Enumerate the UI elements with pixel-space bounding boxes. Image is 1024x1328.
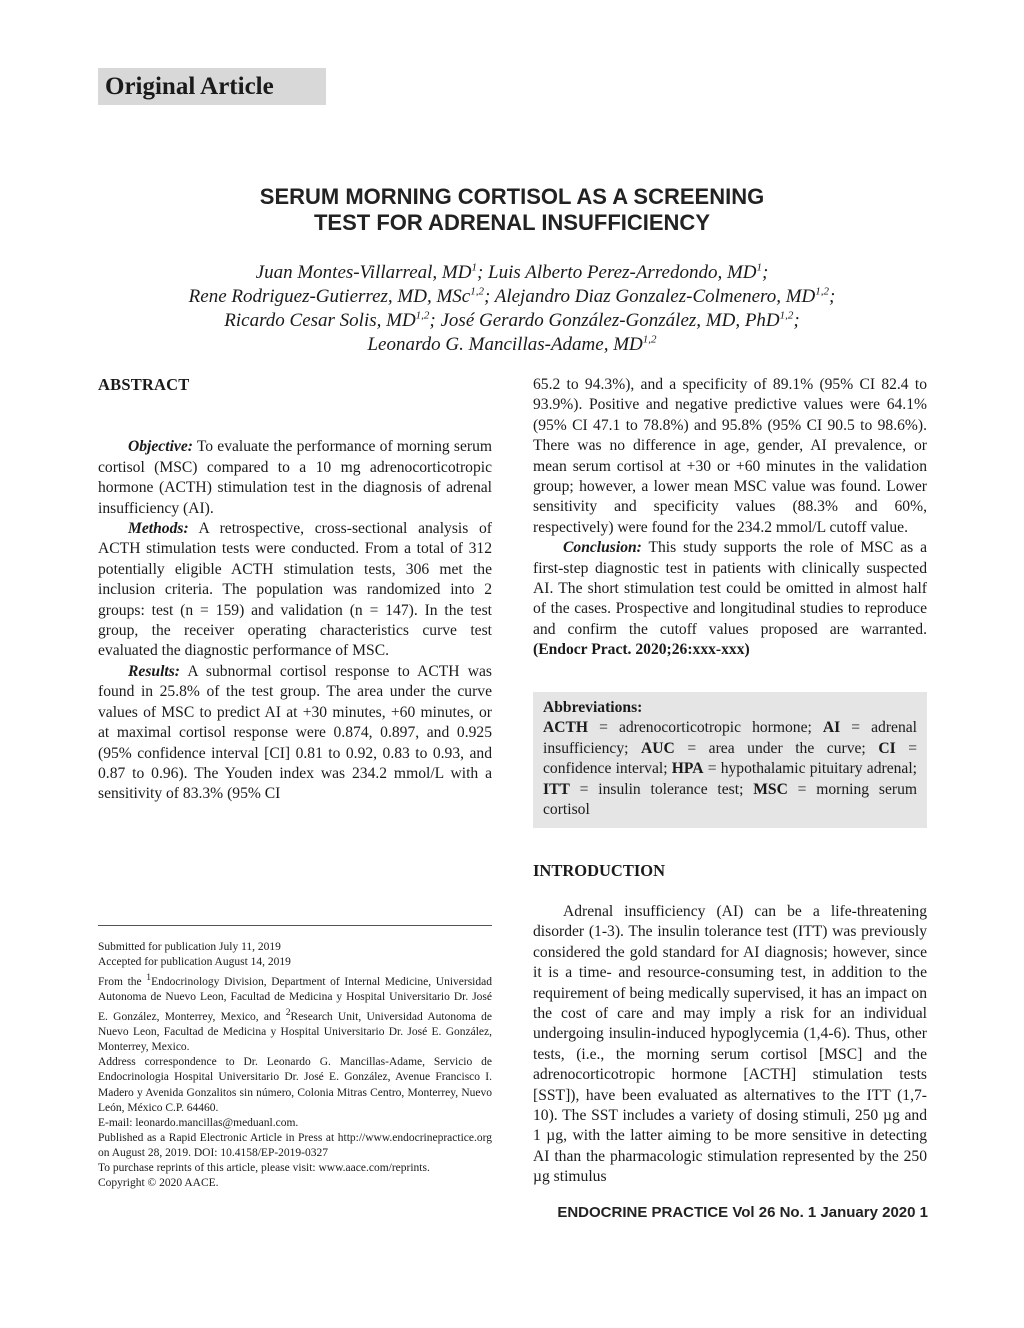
- affiliation-sup: 1,2: [815, 285, 829, 298]
- affiliation-sup: 1: [471, 261, 477, 274]
- author-text: ;: [793, 310, 800, 331]
- author-line-3: [100, 309, 924, 333]
- title-line-1: SERUM MORNING CORTISOL AS A SCREENING: [259, 184, 765, 209]
- author-text: ; José Gerardo González-González, MD, PhD: [429, 310, 780, 331]
- abstract-conclusion: Conclusion: This study supports the role of MSC as a first-step diagnostic test in patients with clinically suspected AI. The short stimulation test could be omitted in almost half of the cases. Prospective and longitudinal studies to reproduce and confirm the cutoff values proposed are warranted. (Endocr Pract. 2020;26:xxx-xxx): [533, 539, 927, 659]
- author-text: ;: [829, 286, 836, 307]
- author-text: ; Luis Alberto Perez-Arredondo, MD: [476, 262, 757, 283]
- introduction-text: Adrenal insufficiency (AI) can be a life-threatening disorder (1-3). The insulin tolerance test (ITT) was previously considered the gold standard for AI diagnosis; however, since it is a time- and resource-consuming test, in addition to the requirement of being medically supervised, it has an impact on the cost of care and may imply a risk for an individual undergoing insulin-induced hypoglycemia (1,4-6). Thus, other tests, (i.e., the morning serum cortisol [MSC] and the adrenocorticotropic hormone [ACTH] stimulation tests [SST]), have been evaluated as alternatives to the ITT (1,7-10). The SST includes a variety of dosing stimuli, 250 µg and 1 µg, with the latter aiming to be more sensitive in detecting AI than the pharmacologic stimulation represented by the 250 µg stimulus: [533, 903, 927, 1186]
- author-text: Rene Rodriguez-Gutierrez, MD, MSc: [188, 286, 471, 307]
- author-line-1: [100, 261, 924, 285]
- author-text: ; Alejandro Diaz Gonzalez-Colmenero, MD: [484, 286, 816, 307]
- affiliation-sup: 1,2: [779, 309, 794, 322]
- abbreviations-list: ACTH = adrenocorticotropic hormone; AI = adrenal insufficiency; AUC = area under the curve; CI = confidence interval; HPA = hypothalamic pituitary adrenal; ITT = insulin tolerance test; MSC = morning serum cortisol: [543, 719, 917, 819]
- submitted-note: Submitted for publication July 11, 2019: [98, 941, 281, 953]
- reprints-note: To purchase reprints of this article, please visit: www.aace.com/reprints.: [98, 1161, 430, 1174]
- abstract-left-column: [98, 375, 492, 805]
- affiliation-sup: 1,2: [470, 285, 484, 298]
- email-note: E-mail: leonardo.mancillas@meduanl.com.: [98, 1116, 299, 1129]
- affiliation-sup: 1,2: [642, 333, 657, 346]
- address-note: Address correspondence to Dr. Leonardo G. Mancillas-Adame, Servicio de Endocrinologia Hospital Universitario Dr. José E. González, Avenue Francisco I. Madero y Avenida Gonzalitos sin número, Colonia Mitras Centro, Monterrey, Nuevo León, México C.P. 64460.: [98, 1056, 492, 1114]
- abbreviations-heading: Abbreviations:: [543, 699, 643, 716]
- abstract-results: Results: A subnormal cortisol response to ACTH was found in 25.8% of the test group. The area under the curve values of MSC to predict AI at +30 minutes, +60 minutes, or at maximal cortisol response were 0.874, 0.897, and 0.925 (95% confidence interval [CI] 0.81 to 0.92, 0.83 to 0.93, and 0.87 to 0.96). The Youden index was 234.2 mmol/L with a sensitivity of 83.3% (95% CI: [98, 662, 492, 803]
- affiliation-sup: 1: [756, 261, 763, 274]
- affiliation-note: From the $^1$Endocrinology Division, Department of Internal Medicine, Universidad Autonoma de Nuevo Leon, Facultad de Medicina y Hospital Universitario Dr. José E. González, Monterrey, Mexico, and $^2$Research Unit, Universidad Autonoma de Nuevo Leon, Facultad de Medicina y Hospital Universitario Dr. José E. González, Monterrey, Mexico.: [98, 972, 492, 1054]
- author-text: ;: [762, 262, 769, 283]
- author-list: [100, 261, 924, 357]
- author-text: Juan Montes-Villarreal, MD: [255, 262, 472, 283]
- citation: (Endocr Pract. 2020;26:xxx-xxx): [533, 641, 750, 659]
- page-footer: ENDOCRINE PRACTICE Vol 26 No. 1 January 2020 1: [557, 1204, 928, 1221]
- abstract-methods: Methods: A retrospective, cross-sectional analysis of ACTH stimulation tests were conducted. From a total of 312 potentially eligible ACTH stimulation tests, 306 met the inclusion criteria. The population was randomized into 2 groups: test (n = 159) and validation (n = 147). In the test group, the receiver operating characteristics curve test evaluated the diagnostic performance of MSC.: [98, 520, 492, 660]
- footnote-divider: [98, 925, 492, 926]
- abstract-right-column: [533, 375, 927, 661]
- title-line-2: TEST FOR ADRENAL INSUFFICIENCY: [313, 210, 710, 235]
- abbreviations-box: [533, 692, 927, 828]
- article-title: [100, 184, 924, 236]
- section-tag: Original Article: [98, 68, 326, 105]
- abstract-heading: ABSTRACT: [98, 375, 190, 394]
- published-note: Published as a Rapid Electronic Article in Press at http://www.endocrinepractice.org on August 28, 2019. DOI: 10.4158/EP-2019-0327: [98, 1131, 492, 1159]
- abstract-objective: Objective: To evaluate the performance of morning serum cortisol (MSC) compared to a 10 mg adrenocorticotropic hormone (ACTH) stimulation test in the diagnosis of adrenal insufficiency (AI).: [98, 438, 492, 517]
- footnotes: [98, 940, 492, 1191]
- accepted-note: Accepted for publication August 14, 2019: [98, 956, 291, 969]
- introduction-heading: INTRODUCTION: [533, 861, 666, 880]
- author-line-2: [100, 285, 924, 309]
- abstract-results-continued: 65.2 to 94.3%), and a specificity of 89.1% (95% CI 82.4 to 93.9%). Positive and negative predictive values were 64.1% (95% CI 47.1 to 78.8%) and 95.8% (95% CI 90.5 to 98.6%). There was no difference in age, gender, AI prevalence, or mean serum cortisol at +30 or +60 minutes in the validation group; however, a lower mean MSC value was found. Lower sensitivity and specificity values (88.3% and 60%, respectively) were found for the 234.2 mmol/L cutoff value.: [533, 376, 927, 536]
- copyright-note: Copyright © 2020 AACE.: [98, 1177, 219, 1190]
- affiliation-sup: 1,2: [415, 309, 430, 322]
- author-text: Ricardo Cesar Solis, MD: [224, 310, 416, 331]
- author-line-4: [100, 333, 924, 357]
- author-text: Leonardo G. Mancillas-Adame, MD: [367, 334, 643, 355]
